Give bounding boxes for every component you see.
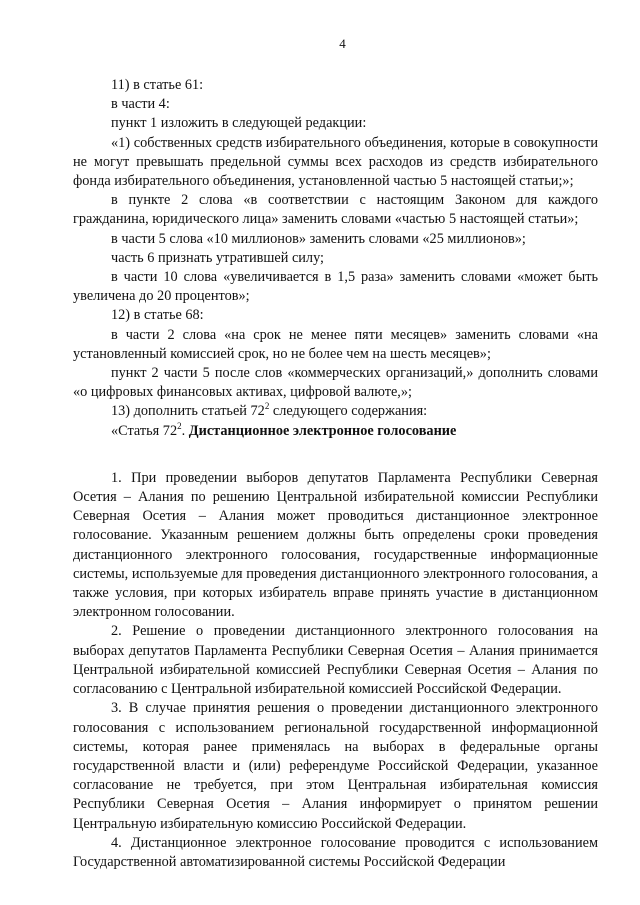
article-68-part-2-amendment: в части 2 слова «на срок не менее пяти месяцев» заменить словами «на установленный комиссией срок, но не более чем на шесть месяцев»; [73,326,598,362]
article-68-part-5-amendment: пункт 2 части 5 после слов «коммерческих организаций,» дополнить словами «о цифровых финансовых активах, цифровой валюте,»; [73,365,598,401]
section-spacer [73,441,598,469]
clause-3: 3. В случае принятия решения о проведении дистанционного электронного голосования с использованием региональной государственной информационной системы, которая ранее применялась на выборах в федеральные органы государственной власти и (или) референдуме Российской Федерации, указанное согласование не требуется, при этом Центральная избирательная комиссия Республики Северная Осетия – Алания информирует о принятом решении Центральную избирательную комиссию Российской Федерации. [73,700,598,832]
part-6-amendment: часть 6 признать утратившей силу; [111,249,325,266]
part-5-amendment: в части 5 слова «10 миллионов» заменить словами «25 миллионов»; [111,230,526,247]
point-1-new-text: «1) собственных средств избирательного объединения, которые в совокупности не могут превышать предельной суммы всех расходов из средств избирательного фонда избирательного объединения, установленной частью 5 настоящей статьи;»; [73,134,598,190]
clause-4: 4. Дистанционное электронное голосование проводится с использованием Государственной автоматизированной системы Российской Федерации [73,834,598,870]
item-13-heading: 13) дополнить статьей $72^2$ следующего содержания: [111,401,428,420]
page-number: 4 [339,36,346,51]
article-title: Дистанционное электронное голосование [188,422,457,439]
part-10-amendment: в части 10 слова «увеличивается в 1,5 раза» заменить словами «может быть увеличена до 20 процентов»; [73,269,598,305]
clause-2: 2. Решение о проведении дистанционного электронного голосования на выборах депутатов Парламента Республики Северная Осетия – Алания принимается Центральной избирательной комиссией Республики Северная Осетия – Алания по согласованию с Центральной избирательной комиссией Российской Федерации. [73,623,598,698]
document-body [73,76,598,872]
item-12-heading: 12) в статье 68: [111,307,204,324]
point-2-amendment: в пункте 2 слова «в соответствии с настоящим Законом для каждого гражданина, юридического лица» заменить словами «частью 5 настоящей статьи»; [73,192,598,228]
point-1-instruction: пункт 1 изложить в следующей редакции: [111,115,367,132]
item-11-heading: 11) в статье 61: [111,77,204,93]
clause-1: 1. При проведении выборов депутатов Парламента Республики Северная Осетия – Алания по решению Центральной избирательной комиссии Республики Северная Осетия – Алания может проводиться дистанционное электронное голосование. Указанным решением должны быть определены сроки проведения дистанционного электронного голосования, государственные информационные системы, используемые для проведения дистанционного электронного голосования, а также условия, при которых избиратель вправе принять участие в дистанционном электронном голосовании. [73,469,598,621]
part-4-heading: в части 4: [111,96,170,113]
article-72-2-heading: «Статья $72^2$. Дистанционное электронное голосование [111,420,457,439]
